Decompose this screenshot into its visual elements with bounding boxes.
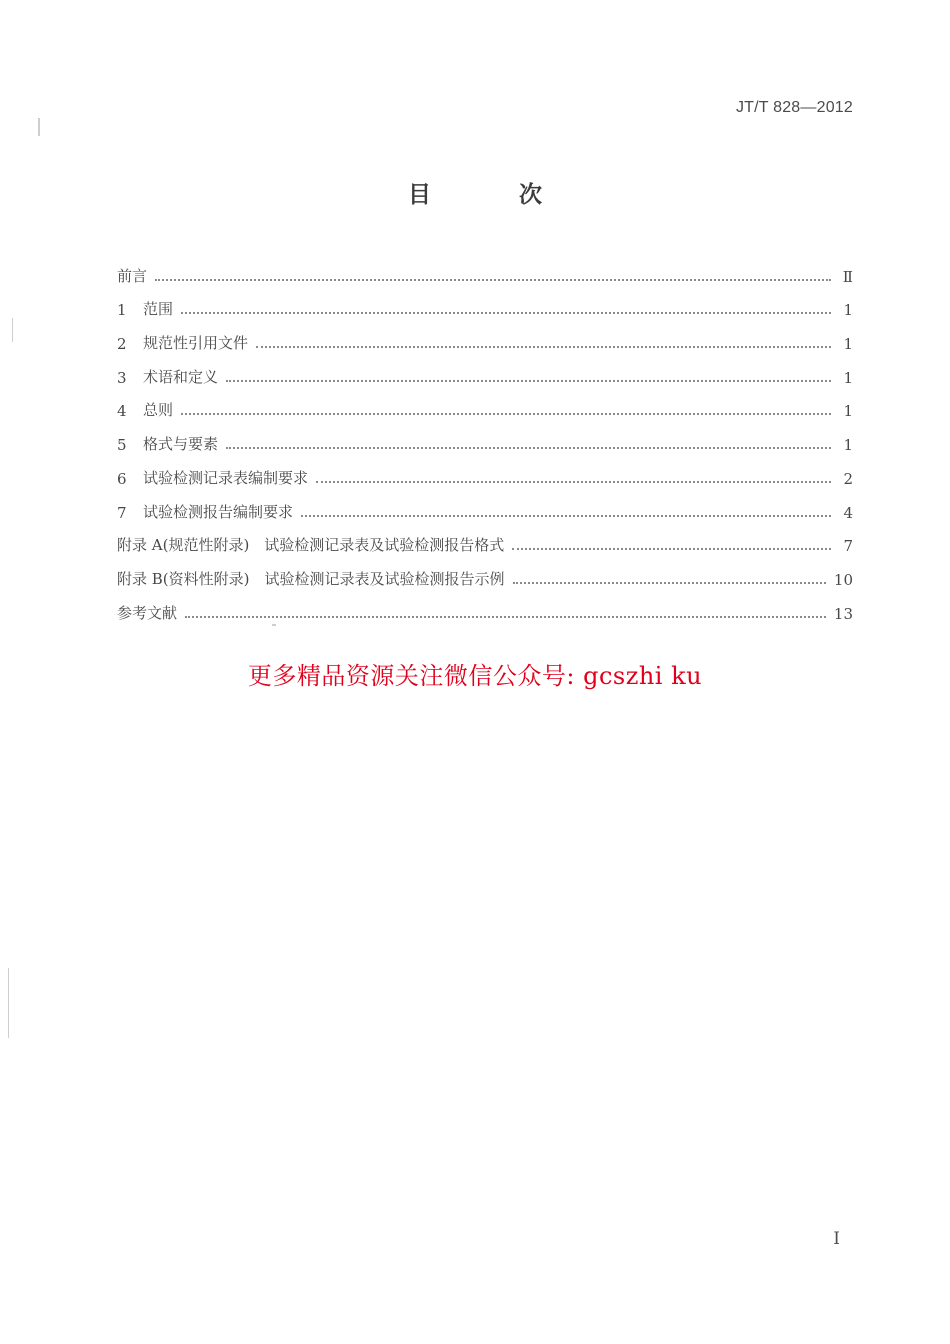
toc-dot-leader bbox=[256, 346, 831, 348]
toc-dot-leader bbox=[226, 380, 831, 382]
toc-entry[interactable] bbox=[117, 589, 853, 623]
toc-entry-label: 附录 A(规范性附录) 试验检测记录表及试验检测报告格式 bbox=[117, 536, 505, 555]
toc-dot-leader bbox=[181, 413, 831, 415]
toc-title: 目 次 bbox=[407, 182, 582, 208]
toc-dot-leader bbox=[513, 582, 826, 584]
toc-entry-page: 1 bbox=[843, 368, 853, 387]
table-of-contents bbox=[117, 252, 853, 623]
toc-entry-label: 附录 B(资料性附录) 试验检测记录表及试验检测报告示例 bbox=[117, 569, 505, 588]
toc-dot-leader bbox=[155, 279, 831, 281]
toc-entry-page: 2 bbox=[843, 469, 853, 488]
toc-dot-leader bbox=[512, 548, 831, 550]
toc-dot-leader bbox=[301, 515, 831, 517]
page-number: I bbox=[833, 1229, 840, 1249]
toc-entry-number: 5 bbox=[117, 436, 127, 455]
toc-entry[interactable] bbox=[117, 555, 853, 589]
toc-entry-label: 总则 bbox=[143, 401, 174, 420]
toc-dot-leader bbox=[226, 447, 831, 449]
toc-dot-leader bbox=[316, 481, 831, 483]
scan-mark bbox=[272, 624, 276, 626]
standard-code: JT/T 828—2012 bbox=[735, 99, 853, 116]
toc-entry-label: 规范性引用文件 bbox=[143, 334, 249, 353]
toc-entry-label: 参考文献 bbox=[117, 603, 178, 622]
toc-entry-page: 1 bbox=[843, 335, 853, 354]
toc-entry-label: 术语和定义 bbox=[143, 367, 219, 386]
toc-entry[interactable] bbox=[117, 522, 853, 556]
toc-entry-page: 1 bbox=[843, 402, 853, 421]
toc-entry-page: 1 bbox=[843, 301, 853, 320]
promo-text: 更多精品资源关注微信公众号: gcszhi ku bbox=[247, 662, 703, 690]
toc-entry-label: 范围 bbox=[143, 300, 174, 319]
toc-entry-page: 1 bbox=[843, 436, 853, 455]
toc-entry[interactable] bbox=[117, 353, 853, 387]
toc-entry-label: 前言 bbox=[117, 266, 148, 285]
toc-entry-page: Ⅱ bbox=[842, 267, 853, 286]
toc-entry-number: 7 bbox=[117, 503, 127, 522]
toc-entry[interactable] bbox=[117, 252, 853, 286]
toc-entry-label: 试验检测记录表编制要求 bbox=[143, 468, 309, 487]
toc-entry-label: 格式与要素 bbox=[143, 435, 219, 454]
toc-entry-page: 13 bbox=[833, 604, 853, 623]
toc-entry-number: 2 bbox=[117, 335, 127, 354]
toc-entry-page: 4 bbox=[843, 503, 853, 522]
toc-dot-leader bbox=[181, 312, 831, 314]
toc-entry-page: 7 bbox=[843, 537, 853, 556]
toc-entry-number: 3 bbox=[117, 368, 127, 387]
toc-entry[interactable] bbox=[117, 488, 853, 522]
toc-entry[interactable] bbox=[117, 454, 853, 488]
toc-entry[interactable] bbox=[117, 387, 853, 421]
toc-entry[interactable] bbox=[117, 420, 853, 454]
toc-entry-number: 4 bbox=[117, 402, 127, 421]
scan-mark bbox=[38, 118, 40, 136]
scan-mark bbox=[8, 968, 9, 1038]
toc-entry-number: 1 bbox=[117, 301, 127, 320]
toc-entry[interactable] bbox=[117, 286, 853, 320]
toc-dot-leader bbox=[185, 616, 826, 618]
toc-entry-page: 10 bbox=[833, 570, 853, 589]
toc-entry-label: 试验检测报告编制要求 bbox=[143, 502, 294, 521]
toc-entry-number: 6 bbox=[117, 469, 127, 488]
scan-mark bbox=[12, 318, 13, 342]
toc-entry[interactable] bbox=[117, 319, 853, 353]
